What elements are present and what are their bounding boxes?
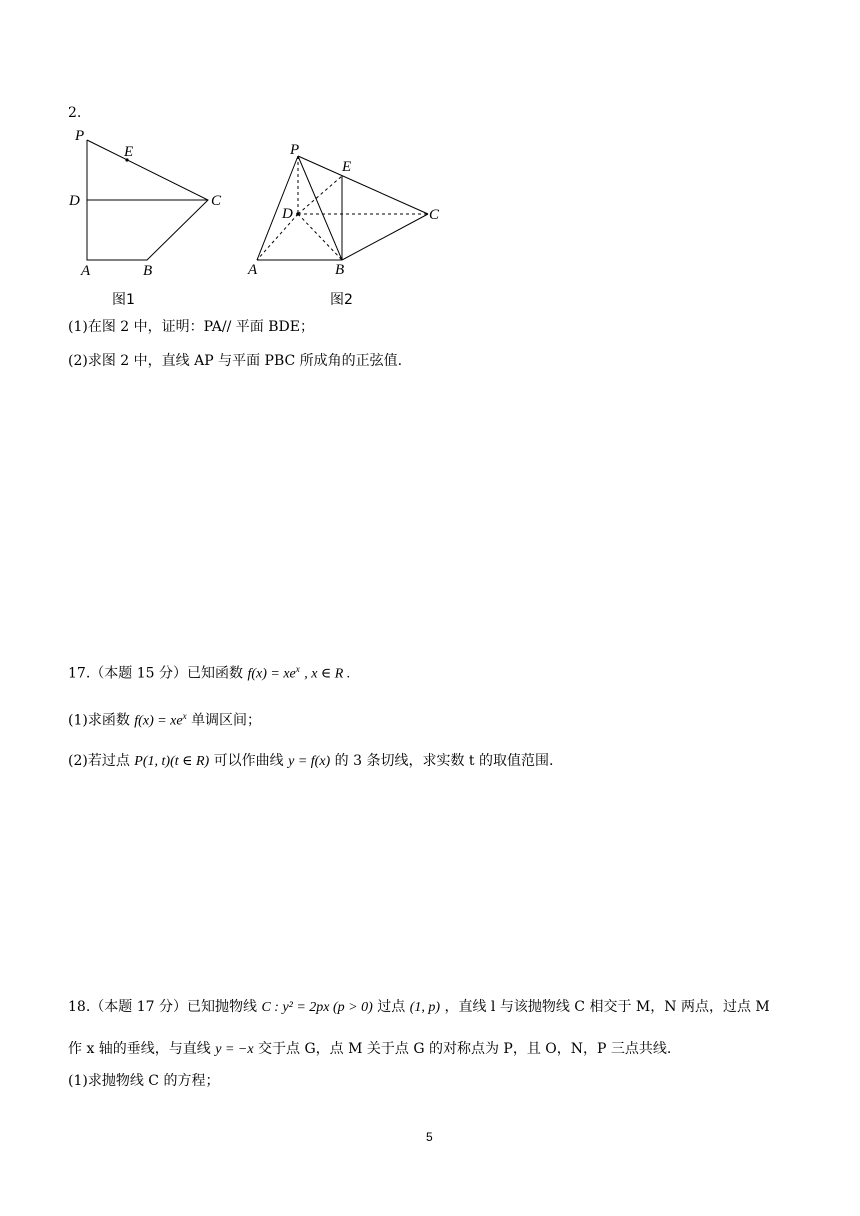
question-18-line-1-mid: 过点 (377, 999, 406, 1015)
point-label-d: D (282, 206, 293, 222)
function-formula: f(x) = xe (247, 666, 296, 682)
function-formula: f(x) = xe (134, 713, 183, 729)
curve-formula: y = f(x) (288, 754, 331, 769)
question-18-line-2-prefix: 作 x 轴的垂线，与直线 (68, 1041, 211, 1057)
figure-1 (60, 125, 240, 285)
question-17-part-1 (68, 707, 261, 731)
question-18-part-1: (1)求抛物线 C 的方程； (68, 1073, 220, 1089)
point-label-a: A (248, 262, 258, 278)
figure-2-caption: 图2 (330, 292, 353, 308)
question-17-part-2-suffix: 的 3 条切线，求实数 t 的取值范围. (334, 753, 554, 769)
question-number: 2. (68, 105, 82, 121)
question-17-stem (68, 660, 350, 684)
point-formula: P(1, t)(t ∈ R) (134, 754, 210, 769)
point-label-a: A (81, 263, 91, 279)
line-formula: y = −x (215, 1042, 254, 1057)
point-formula: (1, p) (409, 1000, 441, 1015)
function-exponent: x (295, 664, 300, 674)
point-label-e: E (342, 159, 352, 175)
point-label-c: C (211, 193, 222, 209)
point-label-e: E (124, 144, 134, 160)
question-17-part-1-suffix: 单调区间； (191, 712, 262, 729)
question-16-part-1: (1)在图 2 中，证明：PA// 平面 BDE； (68, 319, 314, 335)
page-number: 5 (426, 1130, 433, 1144)
figure-2 (240, 138, 450, 288)
function-domain: , x ∈ R . (304, 666, 351, 682)
parabola-formula: C : y² = 2px (p > 0) (261, 1000, 373, 1015)
question-17-part-2-prefix: (2)若过点 (68, 753, 130, 769)
point-label-d: D (69, 193, 80, 209)
question-18-line-1-suffix: ，直线 l 与该抛物线 C 相交于 M，N 两点，过点 M (444, 999, 770, 1015)
point-label-b: B (143, 263, 153, 279)
question-17-part-1-prefix: (1)求函数 (68, 712, 130, 729)
question-16-part-2: (2)求图 2 中，直线 AP 与平面 PBC 所成角的正弦值. (68, 353, 403, 369)
function-exponent: x (182, 711, 187, 721)
question-17-part-2 (68, 752, 553, 771)
figure-2-drawing (240, 138, 450, 288)
question-18-line-2 (68, 1040, 671, 1059)
point-label-p: P (290, 142, 300, 158)
question-18-line-2-suffix: 交于点 G，点 M 关于点 G 的对称点为 P，且 O，N，P 三点共线. (258, 1041, 672, 1057)
figure-1-caption: 图1 (112, 292, 135, 308)
figure-1-drawing (60, 125, 240, 285)
question-17-stem-prefix: 17.（本题 15 分）已知函数 (68, 665, 243, 682)
question-18-line-1-prefix: 18.（本题 17 分）已知抛物线 (68, 999, 257, 1015)
point-label-p: P (75, 128, 85, 144)
point-label-c: C (429, 207, 440, 223)
point-label-b: B (335, 262, 345, 278)
question-18-line-1 (68, 998, 770, 1017)
question-17-part-2-mid: 可以作曲线 (213, 753, 284, 769)
